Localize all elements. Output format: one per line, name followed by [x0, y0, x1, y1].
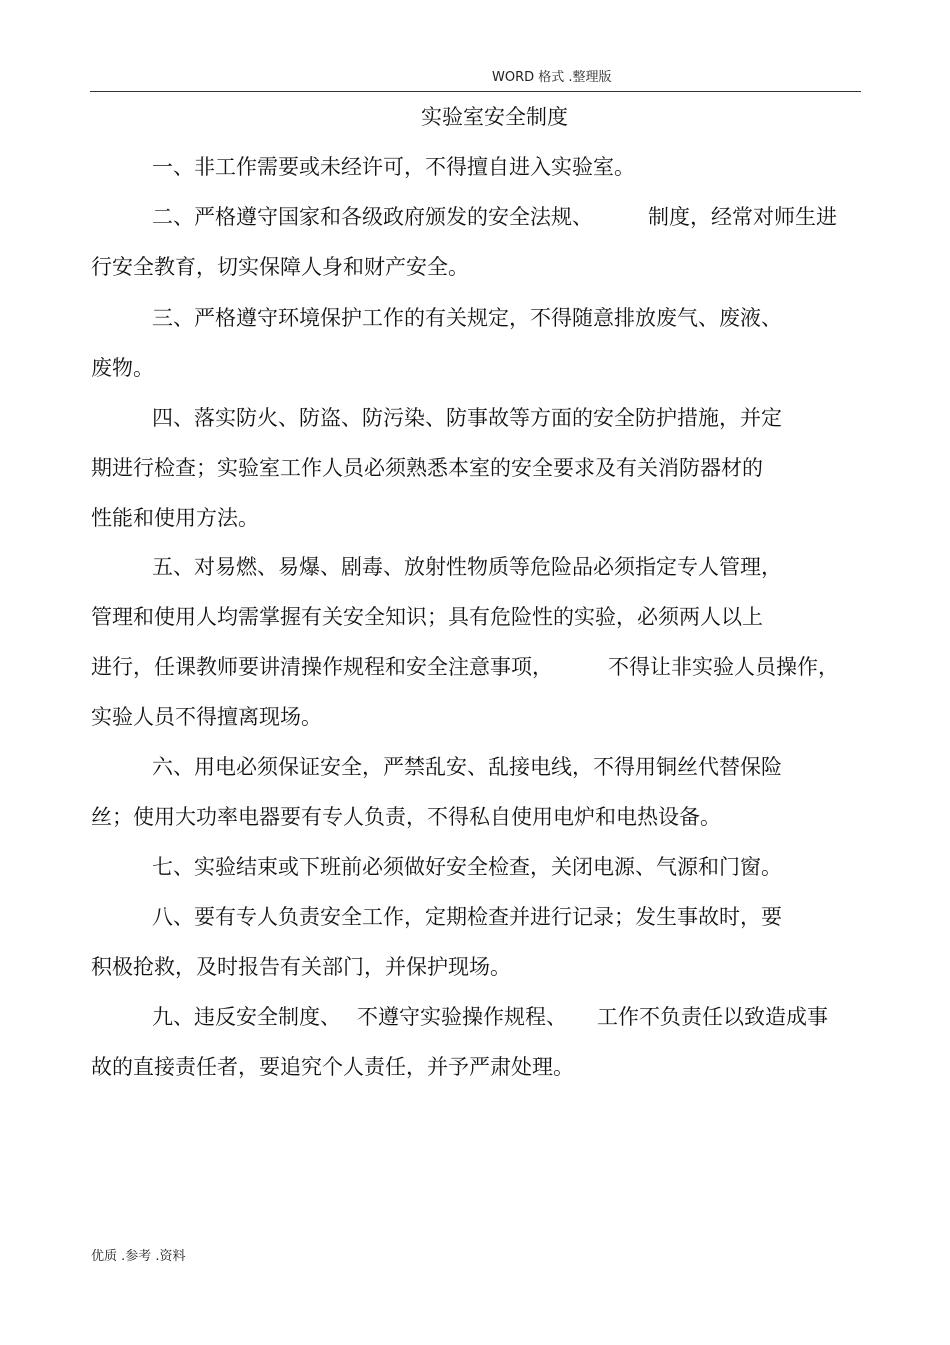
text-line: 七、实验结束或下班前必须做好安全检查，关闭电源、气源和门窗。 — [152, 855, 782, 879]
text-line: 实验人员不得擅离现场。 — [91, 705, 322, 729]
text-line: 六、用电必须保证安全，严禁乱安、乱接电线，不得用铜丝代替保险 — [152, 755, 782, 779]
page-header-text: WORD 格式 .整理版 — [492, 70, 612, 85]
text-line: 八、要有专人负责安全工作，定期检查并进行记录；发生事故时，要 — [152, 905, 782, 929]
text-line: 性能和使用方法。 — [91, 506, 259, 530]
text-line: 九、违反安全制度、 — [152, 1005, 341, 1029]
text-line: 三、严格遵守环境保护工作的有关规定，不得随意排放废气、废液、 — [152, 306, 782, 330]
header-divider — [90, 91, 861, 92]
text-line: 故的直接责任者，要追究个人责任，并予严肃处理。 — [91, 1055, 574, 1079]
text-line: 管理和使用人均需掌握有关安全知识；具有危险性的实验，必须两人以上 — [91, 605, 763, 629]
text-line: 废物。 — [91, 356, 154, 380]
text-line: 不得让非实验人员操作， — [608, 655, 839, 679]
text-line: 不遵守实验操作规程、 — [357, 1005, 567, 1029]
page-footer-text: 优质 .参考 .资料 — [91, 1249, 186, 1264]
text-line: 进行，任课教师要讲清操作规程和安全注意事项， — [91, 655, 553, 679]
text-line: 五、对易燃、易爆、剧毒、放射性物质等危险品必须指定专人管理， — [152, 555, 782, 579]
text-line: 行安全教育，切实保障人身和财产安全。 — [91, 255, 469, 279]
document-title: 实验室安全制度 — [421, 105, 568, 129]
text-line: 四、落实防火、防盗、防污染、防事故等方面的安全防护措施，并定 — [152, 406, 782, 430]
text-line: 积极抢救，及时报告有关部门，并保护现场。 — [91, 955, 511, 979]
text-line: 期进行检查；实验室工作人员必须熟悉本室的安全要求及有关消防器材的 — [91, 456, 763, 480]
text-line: 工作不负责任以致造成事 — [597, 1005, 828, 1029]
text-line: 丝；使用大功率电器要有专人负责，不得私自使用电炉和电热设备。 — [91, 805, 721, 829]
text-line: 一、非工作需要或未经许可，不得擅自进入实验室。 — [152, 155, 635, 179]
text-line: 二、严格遵守国家和各级政府颁发的安全法规、 — [152, 205, 593, 229]
text-line: 制度，经常对师生进 — [648, 205, 837, 229]
